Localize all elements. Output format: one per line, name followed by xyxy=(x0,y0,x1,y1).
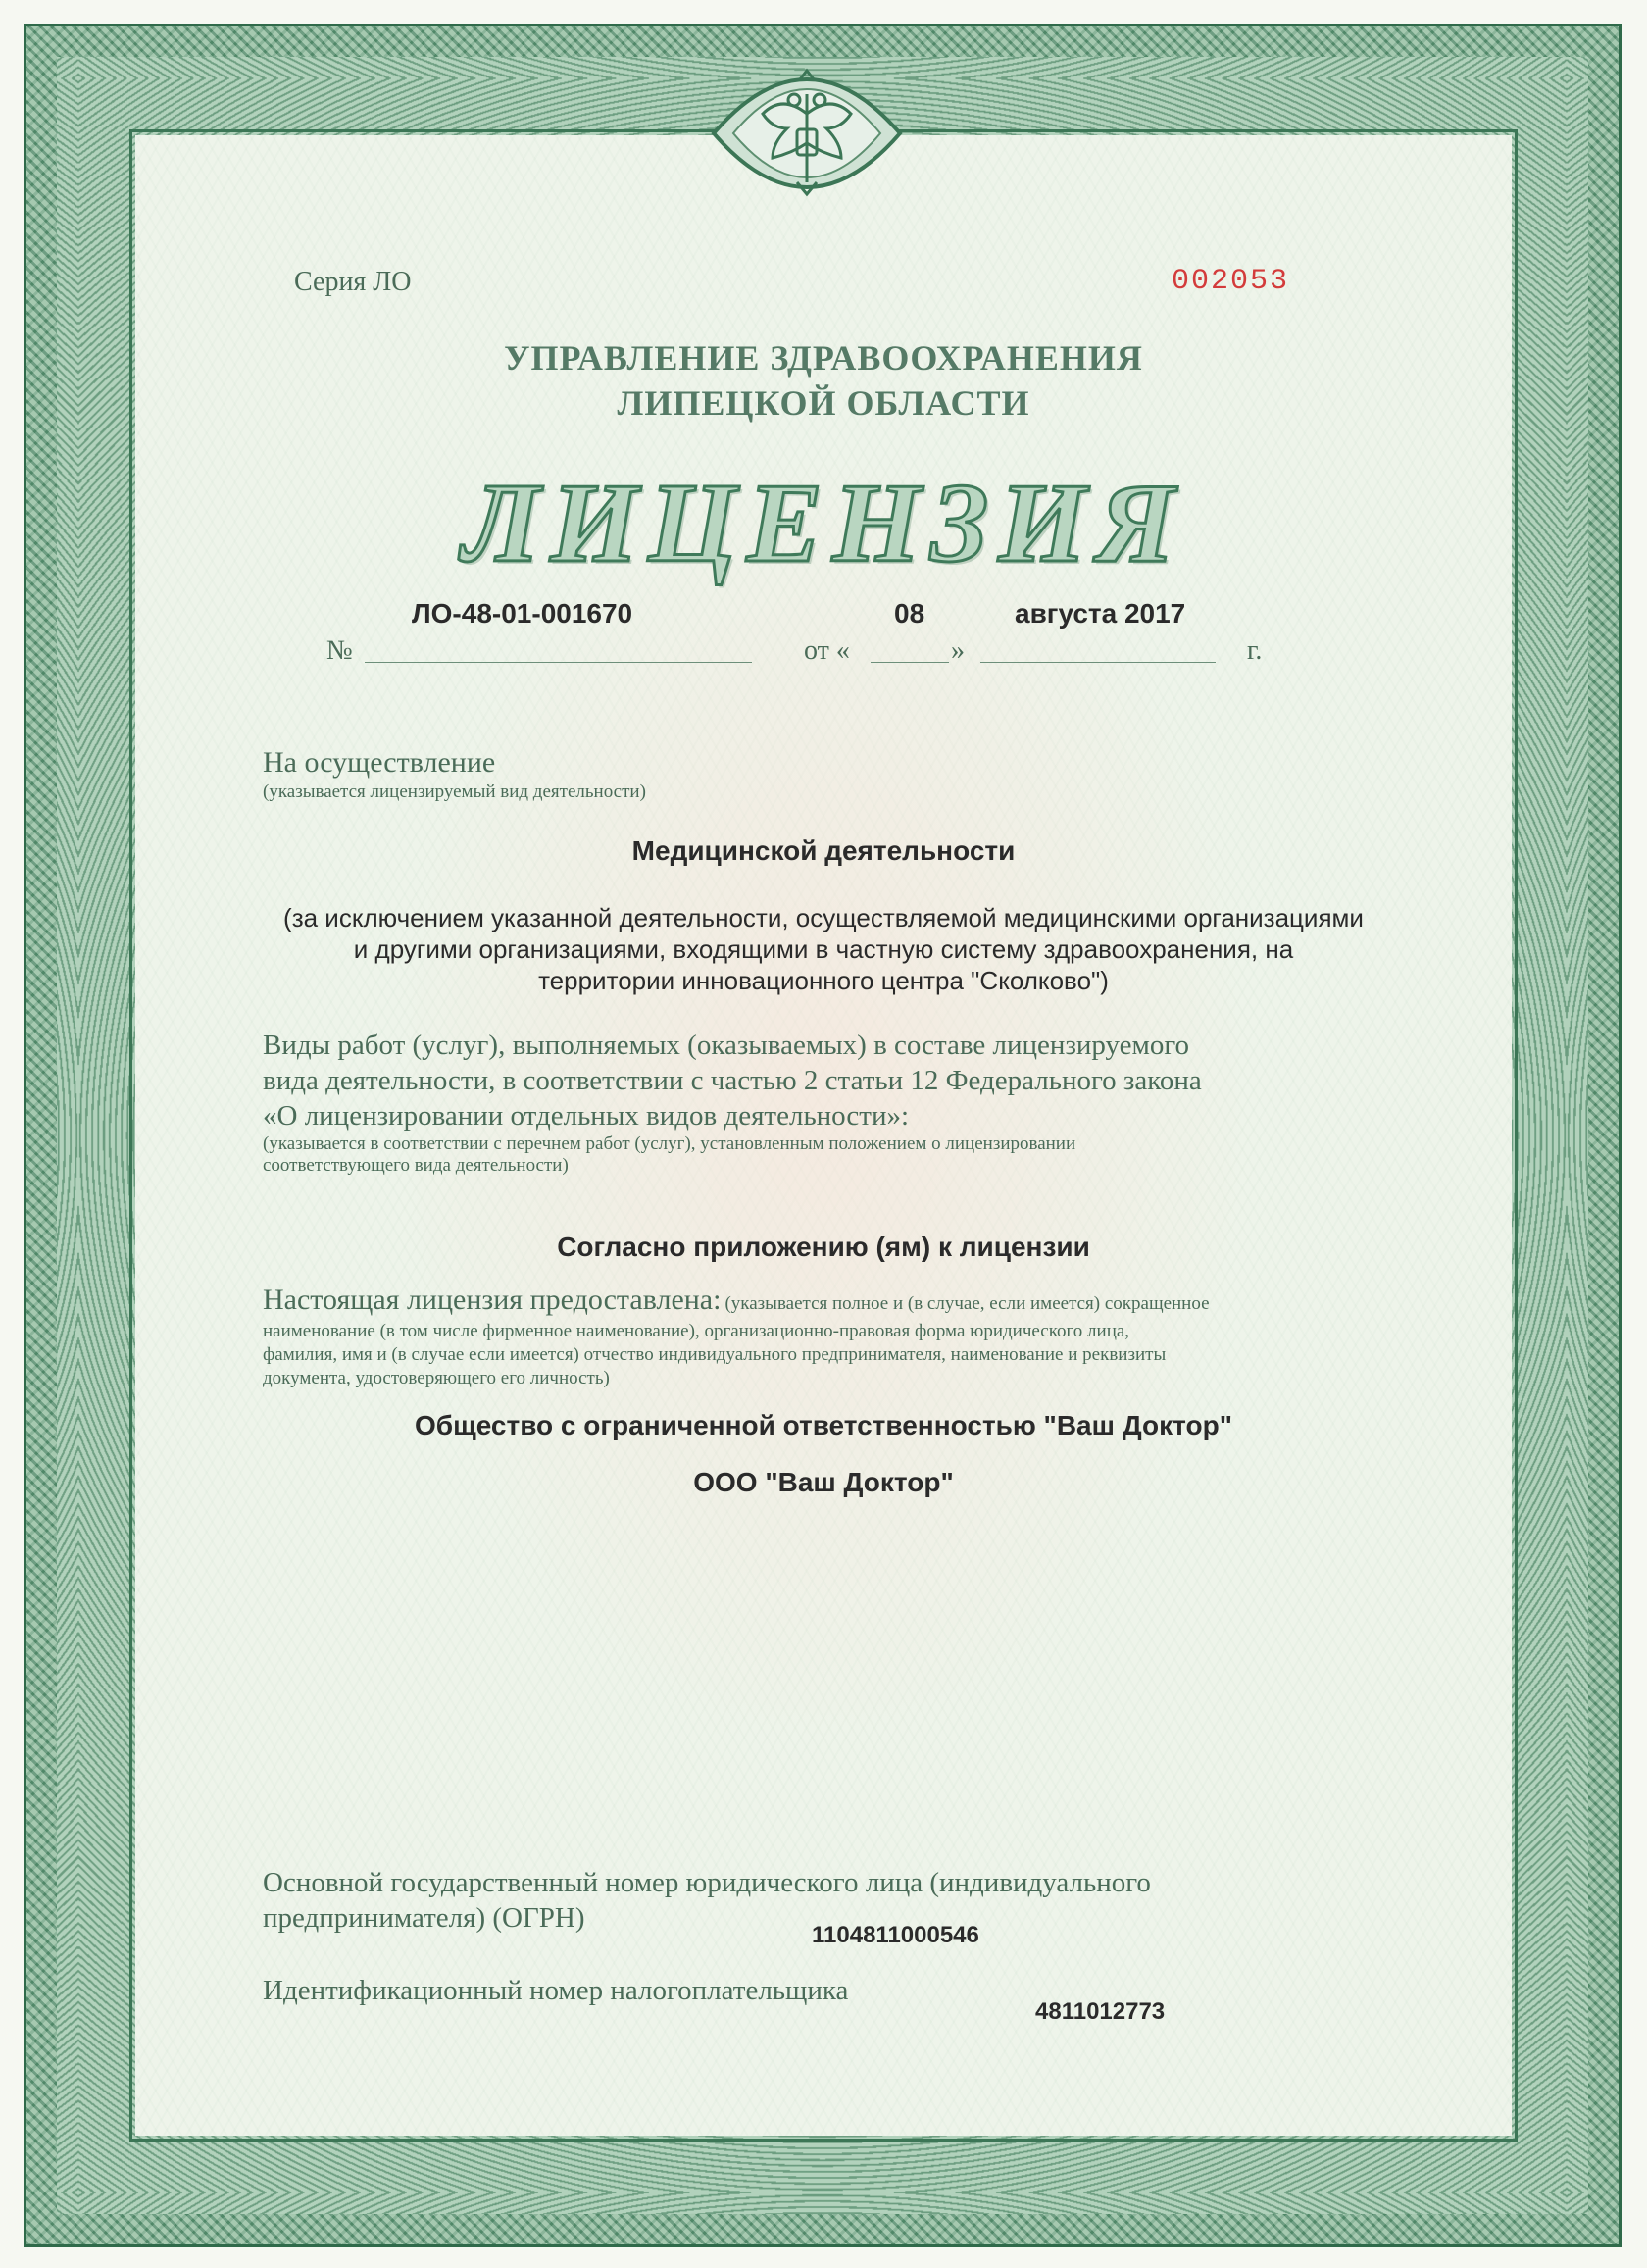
date-quote-close: » xyxy=(951,635,965,666)
activity-label: На осуществление xyxy=(263,746,496,779)
granted-block xyxy=(263,1283,1341,1318)
ogrn-value: 1104811000546 xyxy=(812,1922,979,1948)
works-hint xyxy=(263,1134,1075,1177)
series-label: Серия ЛО xyxy=(294,267,412,297)
granted-hint-line: документа, удостоверяющего его личность) xyxy=(263,1368,610,1388)
date-from-label: от « xyxy=(804,635,850,666)
serial-number: 002053 xyxy=(1172,265,1290,298)
issuing-authority xyxy=(333,335,1314,426)
month-underline xyxy=(980,662,1216,663)
inn-label: Идентификационный номер налогоплательщика xyxy=(263,1975,849,2006)
activity-note xyxy=(186,902,1461,996)
document-title: ЛИЦЕНЗИЯ xyxy=(462,461,1185,586)
activity-value: Медицинской деятельности xyxy=(631,835,1016,866)
org-full-name: Общество с ограниченной ответственностью "Ваш Доктор" xyxy=(415,1410,1232,1440)
authority-line-2: ЛИПЕЦКОЙ ОБЛАСТИ xyxy=(617,383,1030,423)
granted-label: Настоящая лицензия предоставлена: xyxy=(263,1284,722,1316)
activity-note-line: (за исключением указанной деятельности, осуществляемой медицинскими организациями xyxy=(283,903,1364,932)
ogrn-label xyxy=(263,1865,1151,1936)
russian-coat-of-arms-icon xyxy=(704,35,910,231)
works-hint-line: соответствующего вида деятельности) xyxy=(263,1155,569,1176)
granted-hint xyxy=(263,1320,1166,1390)
date-day: 08 xyxy=(894,598,925,629)
activity-note-line: территории инновационного центра "Сколково") xyxy=(538,966,1109,995)
license-number: ЛО-48-01-001670 xyxy=(412,598,633,629)
ogrn-label-line: Основной государственный номер юридического лица (индивидуального xyxy=(263,1867,1151,1898)
works-label-line: вида деятельности, в соответствии с частью 2 статьи 12 Федерального закона xyxy=(263,1065,1202,1096)
date-month-year: августа 2017 xyxy=(1015,598,1186,629)
works-label-line: Виды работ (услуг), выполняемых (оказываемых) в составе лицензируемого xyxy=(263,1030,1190,1061)
inn-value: 4811012773 xyxy=(1035,1998,1166,2025)
ogrn-label-line: предпринимателя) (ОГРН) xyxy=(263,1902,585,1934)
activity-note-line: и другими организациями, входящими в частную систему здравоохранения, на xyxy=(353,934,1294,964)
granted-hint-line: наименование (в том числе фирменное наименование), организационно-правовая форма юридического лица, xyxy=(263,1321,1130,1341)
number-prefix: № xyxy=(326,635,353,666)
granted-hint-line: фамилия, имя и (в случае если имеется) отчество индивидуального предпринимателя, наименование и реквизиты xyxy=(263,1344,1167,1365)
date-year-suffix: г. xyxy=(1247,635,1263,666)
org-short-name: ООО "Ваш Доктор" xyxy=(693,1467,954,1497)
authority-line-1: УПРАВЛЕНИЕ ЗДРАВООХРАНЕНИЯ xyxy=(504,338,1143,378)
works-label xyxy=(263,1028,1202,1134)
granted-hint-first: (указывается полное и (в случае, если имеется) сокращенное xyxy=(724,1293,1210,1314)
activity-hint: (указывается лицензируемый вид деятельности) xyxy=(263,781,646,802)
works-label-line: «О лицензировании отдельных видов деятельности»: xyxy=(263,1100,910,1132)
day-underline xyxy=(871,662,949,663)
works-hint-line: (указывается в соответствии с перечнем работ (услуг), установленным положением о лицензировании xyxy=(263,1134,1076,1154)
works-value: Согласно приложению (ям) к лицензии xyxy=(557,1232,1090,1262)
number-underline xyxy=(365,662,752,663)
